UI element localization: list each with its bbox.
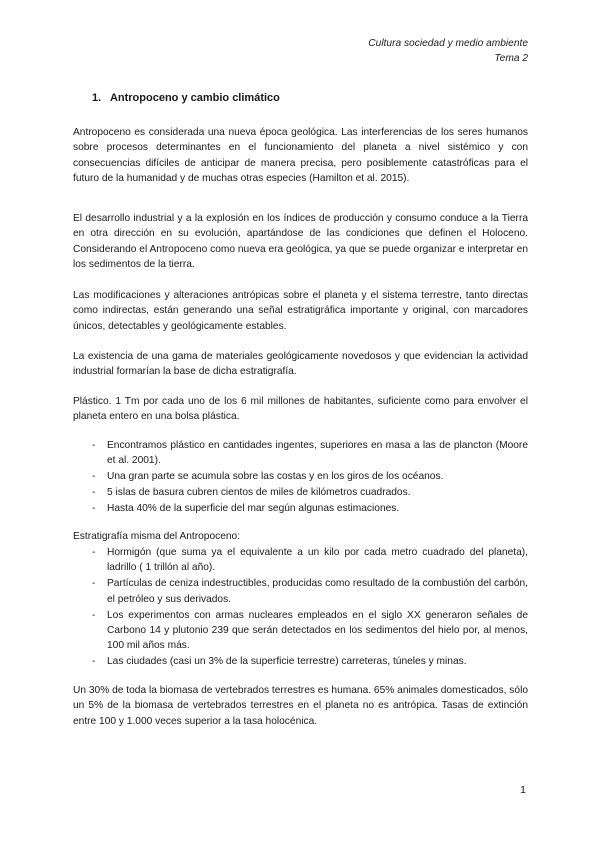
plastic-list xyxy=(92,438,528,517)
paragraph-materiales: La existencia de una gama de materiales geológicamente novedosos y que evidencian la actividad industrial formarían la base de dicha estratigrafía. xyxy=(73,351,528,378)
header-course: Cultura sociedad y medio ambiente xyxy=(368,38,528,49)
strat-heading: Estratigrafía misma del Antropoceno: xyxy=(73,531,241,542)
section-title xyxy=(92,92,280,104)
list-item: - Encontramos plástico en cantidades ingentes, superiores en masa a las de plancton (Moore et al. 2001). xyxy=(92,440,528,467)
list-dash: - xyxy=(92,609,96,621)
list-dash: - xyxy=(92,656,96,668)
list-item: - Hasta 40% de la superficie del mar según algunas estimaciones. xyxy=(92,501,528,516)
list-item: - Una gran parte se acumula sobre las costas y en los giros de los océanos. xyxy=(92,469,528,484)
paragraph-plastico: Plástico. 1 Tm por cada uno de los 6 mil millones de habitantes, suficiente como para envolver el planeta entero en una bolsa plástica. xyxy=(73,396,528,423)
section-number: 1. xyxy=(92,92,102,104)
section-title-text: Antropoceno y cambio climático xyxy=(109,92,280,104)
paragraph-desarrollo: El desarrollo industrial y a la explosión en los índices de producción y consumo conduce a la Tierra en otra dirección en su evolución, apartándose de las condiciones que definen el Holoceno. Considerando el Antropoceno como nueva era geológica, ya que se puede organizar e interpretar en los sedimentos de la tierra. xyxy=(73,213,528,271)
list-item: - 5 islas de basura cubren cientos de miles de kilómetros cuadrados. xyxy=(92,485,528,500)
list-dash: - xyxy=(92,503,96,515)
list-item: - Hormigón (que suma ya el equivalente a un kilo por cada metro cuadrado del planeta), ladrillo ( 1 trillón al año). xyxy=(92,547,528,574)
list-dash: - xyxy=(92,578,96,590)
list-item: - Los experimentos con armas nucleares empleados en el siglo XX generaron señales de Carbono 14 y plutonio 239 que serán detectados en los sedimentos del hielo por, al menos, 100 mil años más. xyxy=(92,609,528,652)
strat-list xyxy=(92,545,528,670)
paragraph-antropoceno: Antropoceno es considerada una nueva época geológica. Las interferencias de los seres humanos sobre procesos determinantes en el funcionamiento del planeta a nivel sistémico y con consecuencias difíciles de anticipar de manera precisa, pero posiblemente catastróficas para el futuro de la humanidad y de muchas otras especies (Hamilton et al. 2015). xyxy=(73,127,528,185)
paragraph-modificaciones: Las modificaciones y alteraciones antrópicas sobre el planeta y el sistema terrestre, tanto directas como indirectas, están generando una señal estratigráfica importante y original, con marcadores únicos, detectables y geológicamente estables. xyxy=(73,290,528,332)
page-header xyxy=(368,36,528,66)
paragraph-biomasa: Un 30% de toda la biomasa de vertebrados terrestres es humana. 65% animales domesticados, sólo un 5% de la biomasa de vertebrados terrestres en el planeta no es antrópica. Tasas de extinción entre 100 y 1.000 veces superior a la tasa holocénica. xyxy=(73,685,528,727)
list-item: - Las ciudades (casi un 3% de la superficie terrestre) carreteras, túneles y minas. xyxy=(92,654,528,669)
list-item: - Partículas de ceniza indestructibles, producidas como resultado de la combustión del carbón, el petróleo y sus derivados. xyxy=(92,578,528,605)
list-dash: - xyxy=(92,471,96,483)
list-dash: - xyxy=(92,487,96,499)
list-dash: - xyxy=(92,440,96,451)
page-number: 1 xyxy=(520,784,526,796)
list-dash: - xyxy=(92,547,96,558)
header-topic: Tema 2 xyxy=(494,53,528,64)
